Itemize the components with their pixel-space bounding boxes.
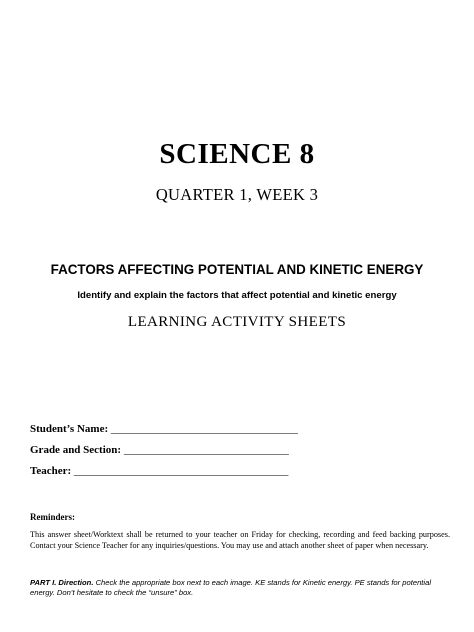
part1-text: Check the appropriate box next to each image. KE stands for Kinetic energy. PE stands for potential energy. Don’t hesitate to check the “unsure” box. [30, 578, 432, 597]
part1-label: PART I. Direction. [30, 578, 94, 587]
student-name-label: Student’s Name: [30, 423, 109, 435]
topic-heading: FACTORS AFFECTING POTENTIAL AND KINETIC ENERGY [50, 262, 424, 277]
activity-sheets-heading: LEARNING ACTIVITY SHEETS [127, 314, 347, 330]
part1-directions [30, 578, 450, 598]
student-name-blank: __________________________________ [110, 423, 298, 435]
teacher-blank: _______________________________________ [73, 465, 289, 477]
quarter-week-heading: QUARTER 1, WEEK 3 [155, 185, 319, 204]
document-title: SCIENCE 8 [159, 138, 315, 170]
grade-section-label: Grade and Section: [30, 444, 122, 456]
teacher-field [30, 465, 288, 477]
grade-section-blank: ______________________________ [123, 444, 289, 456]
reminders-heading: Reminders: [30, 512, 75, 522]
student-name-field [30, 423, 298, 435]
reminders-text: This answer sheet/Worktext shall be returned to your teacher on Friday for checking, recording and feed backing purposes. Contact your Science Teacher for any inquiries/questions. You may use and attach another sheet of paper when necessary. [30, 530, 450, 550]
learning-objective: Identify and explain the factors that affect potential and kinetic energy [77, 290, 397, 301]
teacher-label: Teacher: [30, 465, 72, 477]
grade-section-field [30, 444, 289, 456]
